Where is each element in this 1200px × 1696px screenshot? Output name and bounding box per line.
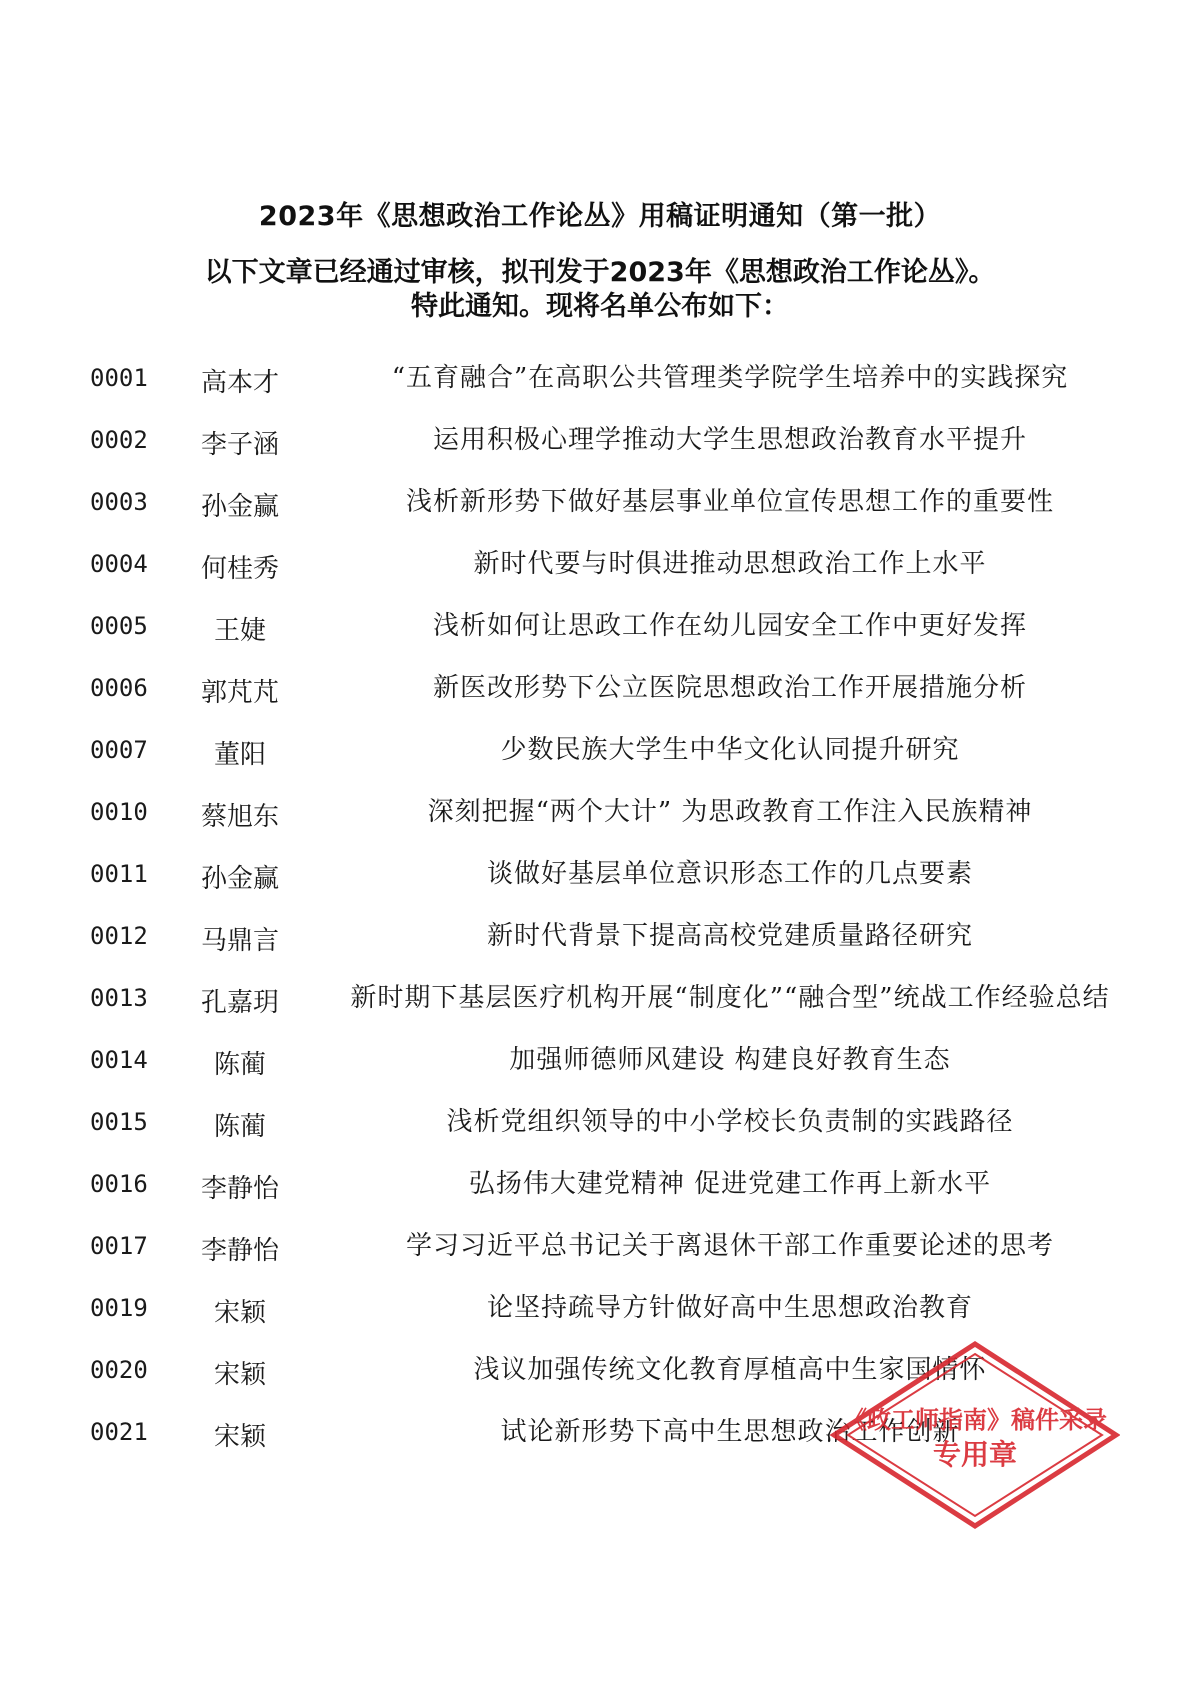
entry-title: 新医改形势下公立医院思想政治工作开展措施分析: [432, 673, 1027, 703]
entry-title: 新时期下基层医疗机构开展“制度化”“融合型”统战工作经验总结: [350, 983, 1110, 1013]
entry-number: 0004: [90, 550, 148, 578]
entry-title: 弘扬伟大建党精神 促进党建工作再上新水平: [468, 1169, 992, 1199]
entry-row: [0, 1094, 1200, 1156]
entry-row: [0, 1032, 1200, 1094]
entry-author: 宋颖: [213, 1422, 266, 1452]
entry-author: 郭芃芃: [200, 678, 279, 708]
entry-number: 0003: [90, 488, 148, 516]
entry-title: 浅析新形势下做好基层事业单位宣传思想工作的重要性: [405, 487, 1054, 517]
entry-row: [0, 908, 1200, 970]
entry-author: 陈蔺: [213, 1112, 266, 1142]
entry-author: 宋颖: [213, 1298, 266, 1328]
entry-author: 李子涵: [200, 430, 279, 460]
entry-row: [0, 1280, 1200, 1342]
entry-title: 加强师德师风建设 构建良好教育生态: [509, 1045, 951, 1075]
entry-title: 谈做好基层单位意识形态工作的几点要素: [486, 859, 973, 889]
entry-number: 0016: [90, 1170, 148, 1198]
entry-number: 0014: [90, 1046, 148, 1074]
entry-author: 高本才: [200, 368, 279, 398]
entry-number: 0002: [90, 426, 148, 454]
entry-row: [0, 350, 1200, 412]
entry-row: [0, 846, 1200, 908]
entry-author: 王婕: [213, 616, 266, 646]
entry-number: 0017: [90, 1232, 148, 1260]
entry-row: [0, 598, 1200, 660]
entry-number: 0007: [90, 736, 148, 764]
entry-number: 0013: [90, 984, 148, 1012]
entry-row: [0, 660, 1200, 722]
entry-number: 0020: [90, 1356, 148, 1384]
stamp-border-inner: [848, 1354, 1102, 1516]
entry-author: 董阳: [213, 740, 266, 770]
entry-row: [0, 412, 1200, 474]
entry-number: 0010: [90, 798, 148, 826]
entry-title: 深刻把握“两个大计” 为思政教育工作注入民族精神: [427, 797, 1033, 827]
entry-author: 何桂秀: [200, 554, 279, 584]
entry-number: 0001: [90, 364, 148, 392]
entry-title: 浅议加强传统文化教育厚植高中生家国情怀: [473, 1355, 987, 1385]
entry-title: “五育融合”在高职公共管理类学院学生培养中的实践探究: [391, 363, 1069, 393]
entry-number: 0019: [90, 1294, 148, 1322]
entry-author: 孙金赢: [200, 864, 279, 894]
entry-number: 0006: [90, 674, 148, 702]
entry-number: 0011: [90, 860, 148, 888]
entry-row: [0, 722, 1200, 784]
entry-row: [0, 474, 1200, 536]
entry-title: 论坚持疏导方针做好高中生思想政治教育: [486, 1293, 973, 1323]
entry-title: 学习习近平总书记关于离退休干部工作重要论述的思考: [405, 1231, 1054, 1261]
entry-author: 宋颖: [213, 1360, 266, 1390]
entry-number: 0015: [90, 1108, 148, 1136]
entry-row: [0, 970, 1200, 1032]
entry-title: 新时代要与时俱进推动思想政治工作上水平: [473, 549, 987, 579]
entry-title: 浅析如何让思政工作在幼儿园安全工作中更好发挥: [432, 611, 1027, 641]
entry-title: 浅析党组织领导的中小学校长负责制的实践路径: [446, 1107, 1014, 1137]
entry-number: 0005: [90, 612, 148, 640]
entry-author: 陈蔺: [213, 1050, 266, 1080]
entry-author: 李静怡: [200, 1236, 279, 1266]
stamp-text-line-2: 专用章: [932, 1438, 1018, 1471]
entry-number: 0021: [90, 1418, 148, 1446]
entry-title: 运用积极心理学推动大学生思想政治教育水平提升: [432, 425, 1027, 455]
entry-row: [0, 784, 1200, 846]
entry-row: [0, 536, 1200, 598]
entry-author: 马鼎言: [200, 926, 279, 956]
entry-title: 试论新形势下高中生思想政治工作创新: [500, 1417, 960, 1447]
entry-number: 0012: [90, 922, 148, 950]
stamp-border-outer: [834, 1344, 1116, 1526]
entry-author: 李静怡: [200, 1174, 279, 1204]
entry-author: 蔡旭东: [200, 802, 279, 832]
intro-text: [0, 256, 1200, 324]
intro-line-1: 以下文章已经通过审核，拟刊发于2023年《思想政治工作论丛》。: [204, 257, 996, 288]
entry-author: 孙金赢: [200, 492, 279, 522]
document-title: 2023年《思想政治工作论丛》用稿证明通知（第一批）: [258, 201, 942, 233]
entry-title: 少数民族大学生中华文化认同提升研究: [500, 735, 960, 765]
stamp-seal: [830, 1340, 1120, 1530]
entry-row: [0, 1156, 1200, 1218]
stamp-text-line-1: 《政工师指南》稿件采录: [843, 1406, 1107, 1434]
entry-title: 新时代背景下提高高校党建质量路径研究: [486, 921, 973, 951]
entry-row: [0, 1218, 1200, 1280]
intro-line-2: 特此通知。现将名单公布如下：: [411, 291, 789, 322]
entry-author: 孔嘉玥: [200, 988, 279, 1018]
